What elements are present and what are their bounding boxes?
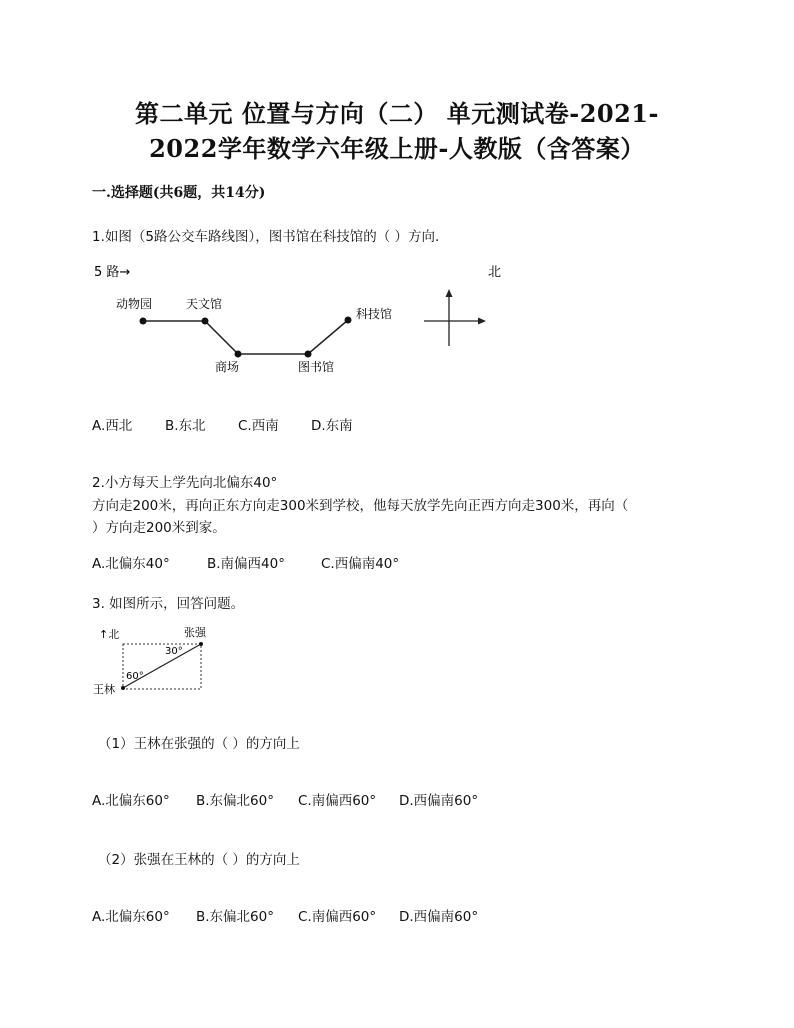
q3-1-option-d[interactable]: D.西偏南60° bbox=[399, 793, 479, 809]
stop-library-dot bbox=[305, 351, 312, 358]
route-line bbox=[143, 320, 348, 354]
section-heading: 一.选择题(共6题，共14分) bbox=[92, 185, 266, 201]
angle-top-label: 30° bbox=[165, 646, 183, 657]
q2-option-a[interactable]: A.北偏东40° bbox=[92, 556, 170, 572]
question-3-sub2-stem: （2）张强在王林的（ ）的方向上 bbox=[98, 852, 300, 868]
question-3-sub1-options bbox=[92, 789, 478, 809]
q2-option-c[interactable]: C.西偏南40° bbox=[321, 556, 400, 572]
q1-option-b[interactable]: B.东北 bbox=[165, 418, 206, 434]
angle-bottom-label: 60° bbox=[126, 671, 144, 682]
stop-label-science-museum: 科技馆 bbox=[356, 307, 393, 321]
q3-2-option-b[interactable]: B.东偏北60° bbox=[196, 909, 274, 925]
compass-east-arrow bbox=[478, 318, 486, 325]
q3-1-option-a[interactable]: A.北偏东60° bbox=[92, 793, 170, 809]
stop-label-zoo: 动物园 bbox=[116, 297, 153, 311]
person-b-dot bbox=[121, 686, 125, 690]
q1-option-d[interactable]: D.东南 bbox=[311, 418, 353, 434]
stop-label-mall: 商场 bbox=[215, 360, 240, 374]
question-2-line3: ）方向走200米到家。 bbox=[92, 520, 226, 536]
question-1-stem: 1.如图（5路公交车路线图），图书馆在科技馆的（ ）方向. bbox=[92, 229, 440, 245]
person-a-dot bbox=[199, 642, 203, 646]
question-3-stem: 3. 如图所示，回答问题。 bbox=[92, 596, 245, 612]
document-title-line2: 2022学年数学六年级上册-人教版（含答案） bbox=[149, 134, 645, 163]
q1-option-a[interactable]: A.西北 bbox=[92, 418, 133, 434]
compass-north-arrow bbox=[446, 289, 453, 297]
stop-science-museum-dot bbox=[345, 317, 352, 324]
question-3-sub2-options bbox=[92, 905, 478, 925]
q2-option-b[interactable]: B.南偏西40° bbox=[207, 556, 285, 572]
person-b-label: 王林 bbox=[93, 683, 115, 696]
direction-diagram bbox=[92, 622, 222, 697]
q3-1-option-c[interactable]: C.南偏西60° bbox=[298, 793, 377, 809]
question-1-options bbox=[92, 414, 353, 434]
stop-label-library: 图书馆 bbox=[298, 360, 335, 374]
question-2-line2: 方向走200米，再向正东方向走300米到学校，他每天放学先向正西方向走300米，再向（ bbox=[92, 498, 629, 514]
q3-north-label: ↑北 bbox=[99, 628, 120, 641]
stop-label-observatory: 天文馆 bbox=[186, 297, 223, 311]
q1-option-c[interactable]: C.西南 bbox=[238, 418, 279, 434]
q3-1-option-b[interactable]: B.东偏北60° bbox=[196, 793, 274, 809]
question-3-sub1-stem: （1）王林在张强的（ ）的方向上 bbox=[98, 736, 300, 752]
q3-2-option-a[interactable]: A.北偏东60° bbox=[92, 909, 170, 925]
document-title-line1: 第二单元 位置与方向（二） 单元测试卷-2021- bbox=[135, 99, 659, 128]
q3-2-option-c[interactable]: C.南偏西60° bbox=[298, 909, 377, 925]
question-2-options bbox=[92, 552, 399, 572]
q3-2-option-d[interactable]: D.西偏南60° bbox=[399, 909, 479, 925]
route-label: 5 路→ bbox=[94, 265, 131, 280]
stop-mall-dot bbox=[235, 351, 242, 358]
bus-route-diagram bbox=[90, 258, 510, 378]
person-a-label: 张强 bbox=[184, 626, 206, 639]
north-label: 北 bbox=[488, 265, 502, 280]
stop-zoo-dot bbox=[140, 318, 147, 325]
stop-observatory-dot bbox=[202, 318, 209, 325]
question-2-line1: 2.小方每天上学先向北偏东40° bbox=[92, 475, 278, 491]
